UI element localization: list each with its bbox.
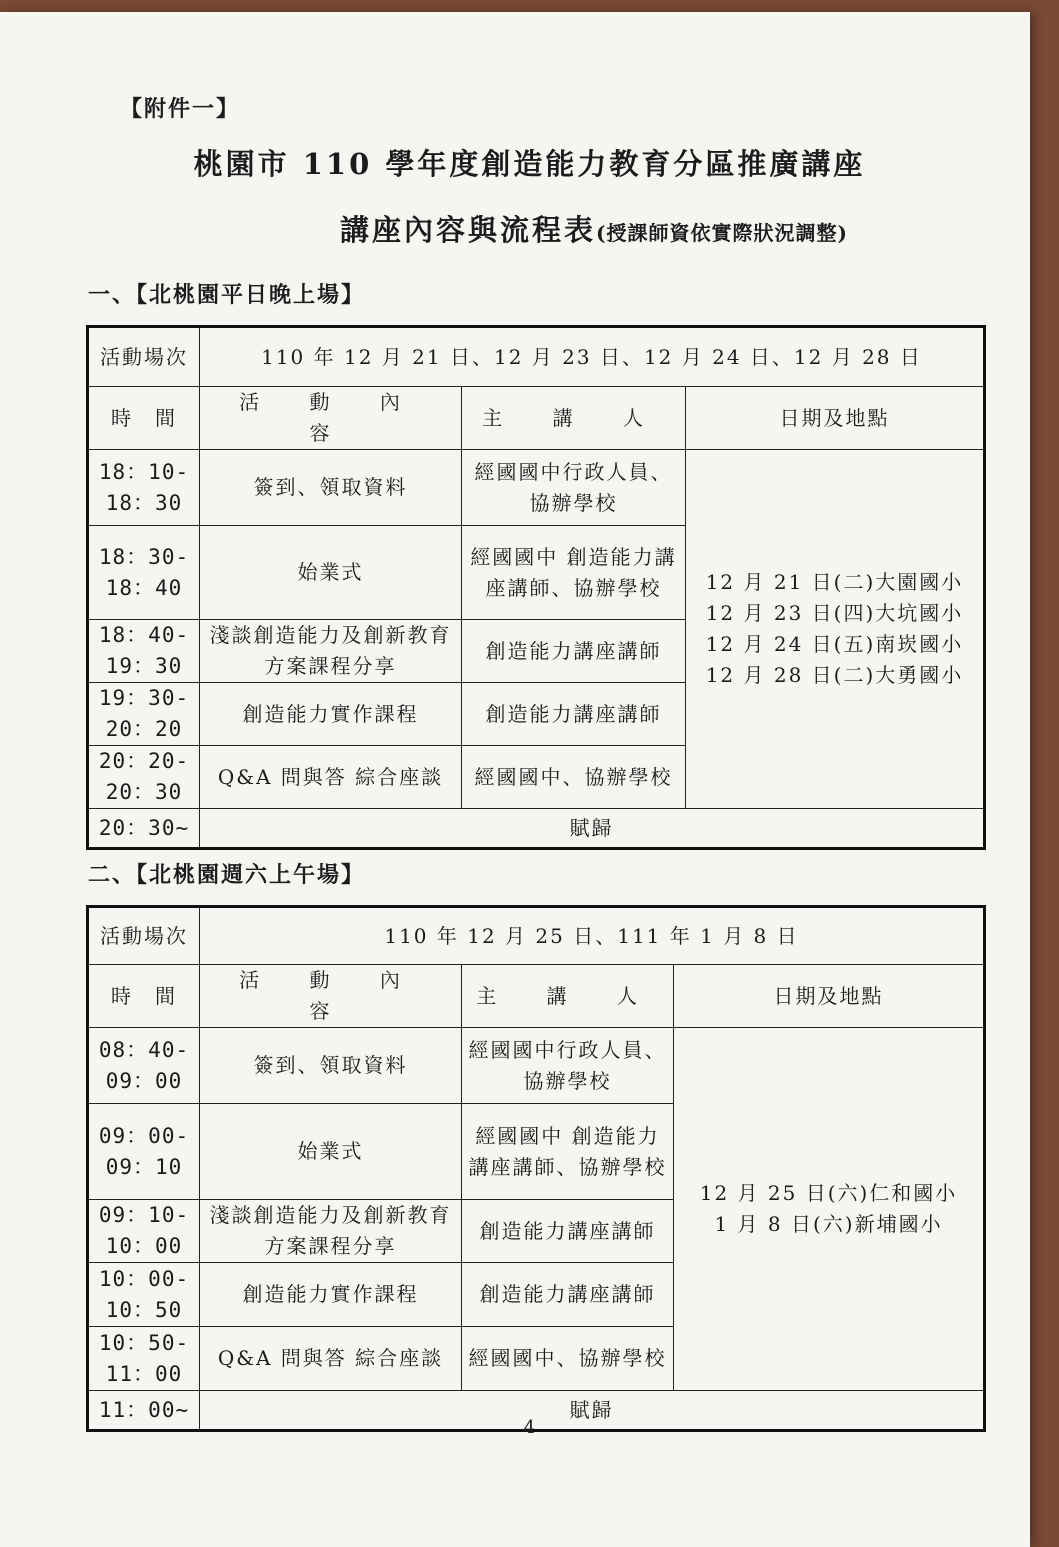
location-item: 1 月 8 日(六)新埔國小 (714, 1212, 943, 1236)
time-cell (88, 1028, 200, 1104)
speaker-cell: 經國國中行政人員、協辦學校 (462, 1028, 674, 1104)
time-start: 18：40- (98, 623, 190, 647)
table-row (88, 1028, 985, 1104)
content-cell: Q&A 問與答 綜合座談 (200, 746, 462, 809)
col-speaker-header: 主 講 人 (462, 387, 686, 450)
page-number: 4 (523, 1417, 536, 1438)
final-row (88, 809, 985, 849)
session-row (88, 907, 985, 965)
time-cell (88, 620, 200, 683)
final-time: 11：00~ (88, 1391, 200, 1431)
subtitle-note: (授課師資依實際狀況調整) (596, 221, 848, 245)
table-row (88, 450, 985, 526)
time-start: 09：10- (98, 1203, 190, 1227)
schedule-table-2 (86, 905, 986, 1432)
time-end: 18：40 (105, 575, 183, 600)
schedule-table-1 (86, 325, 986, 850)
final-text: 賦歸 (200, 809, 985, 849)
time-start: 09：00- (98, 1123, 190, 1148)
final-text: 賦歸 (200, 1391, 985, 1431)
speaker-cell: 創造能力講座講師 (462, 683, 686, 746)
session-row (88, 327, 985, 387)
speaker-cell: 經國國中、協辦學校 (462, 1327, 674, 1391)
final-time: 20：30~ (88, 809, 200, 849)
time-end: 20：30 (105, 780, 183, 804)
col-location-header: 日期及地點 (674, 965, 985, 1028)
time-end: 20：20 (105, 717, 183, 741)
time-start: 19：30- (98, 686, 190, 710)
content-cell: Q&A 問與答 綜合座談 (200, 1327, 462, 1391)
time-cell (88, 526, 200, 620)
time-cell (88, 1200, 200, 1263)
header-row (88, 965, 985, 1028)
content-cell: 簽到、領取資料 (200, 450, 462, 526)
attachment-label: 【附件一】 (120, 96, 241, 122)
content-cell: 創造能力實作課程 (200, 1263, 462, 1327)
col-content-header: 活 動 內 容 (200, 387, 462, 450)
document-title: 桃園市 110 學年度創造能力教育分區推廣講座 (193, 147, 866, 181)
location-cell (686, 450, 985, 809)
col-speaker-header: 主 講 人 (462, 965, 674, 1028)
time-end: 10：50 (105, 1297, 183, 1322)
speaker-cell: 經國國中 創造能力講座講師、協辦學校 (462, 526, 686, 620)
time-start: 20：20- (98, 749, 190, 773)
time-start: 18：10- (98, 459, 190, 484)
col-time-header: 時 間 (88, 965, 200, 1028)
speaker-cell: 創造能力講座講師 (462, 1263, 674, 1327)
document-subtitle (340, 208, 848, 249)
content-cell: 簽到、領取資料 (200, 1028, 462, 1104)
subtitle-text: 講座內容與流程表 (340, 213, 597, 247)
time-start: 18：30- (98, 544, 190, 569)
session-dates: 110 年 12 月 21 日、12 月 23 日、12 月 24 日、12 月 28 日 (200, 327, 985, 387)
location-item: 12 月 25 日(六)仁和國小 (699, 1181, 958, 1205)
location-item: 12 月 24 日(五)南崁國小 (705, 632, 964, 656)
content-cell: 創造能力實作課程 (200, 683, 462, 746)
time-end: 09：00 (105, 1068, 183, 1093)
header-row (88, 387, 985, 450)
time-end: 09：10 (105, 1154, 183, 1179)
time-end: 10：00 (105, 1234, 183, 1258)
speaker-cell: 創造能力講座講師 (462, 620, 686, 683)
content-cell: 淺談創造能力及創新教育方案課程分享 (200, 620, 462, 683)
col-time-header: 時 間 (88, 387, 200, 450)
time-end: 11：00 (105, 1361, 183, 1386)
time-end: 19：30 (105, 654, 183, 678)
location-item: 12 月 21 日(二)大園國小 (705, 570, 964, 594)
location-item: 12 月 23 日(四)大坑國小 (705, 601, 964, 625)
content-cell: 始業式 (200, 1104, 462, 1200)
col-location-header: 日期及地點 (686, 387, 985, 450)
location-cell (674, 1028, 985, 1391)
time-start: 10：00- (98, 1266, 190, 1291)
content-cell: 始業式 (200, 526, 462, 620)
speaker-cell: 經國國中、協辦學校 (462, 746, 686, 809)
session-label: 活動場次 (88, 327, 200, 387)
time-cell (88, 450, 200, 526)
document-page (0, 12, 1030, 1547)
session-label: 活動場次 (88, 907, 200, 965)
time-cell (88, 683, 200, 746)
time-start: 10：50- (98, 1330, 190, 1355)
location-item: 12 月 28 日(二)大勇國小 (705, 663, 964, 687)
time-end: 18：30 (105, 490, 183, 515)
time-cell (88, 1263, 200, 1327)
col-content-header: 活 動 內 容 (200, 965, 462, 1028)
speaker-cell: 經國國中行政人員、協辦學校 (462, 450, 686, 526)
speaker-cell: 創造能力講座講師 (462, 1200, 674, 1263)
time-start: 08：40- (98, 1037, 190, 1062)
content-cell: 淺談創造能力及創新教育方案課程分享 (200, 1200, 462, 1263)
session-dates: 110 年 12 月 25 日、111 年 1 月 8 日 (200, 907, 985, 965)
time-cell (88, 1327, 200, 1391)
section-heading-1: 一、【北桃園平日晚上場】 (88, 282, 366, 308)
time-cell (88, 746, 200, 809)
section-heading-2: 二、【北桃園週六上午場】 (88, 862, 366, 888)
time-cell (88, 1104, 200, 1200)
speaker-cell: 經國國中 創造能力講座講師、協辦學校 (462, 1104, 674, 1200)
